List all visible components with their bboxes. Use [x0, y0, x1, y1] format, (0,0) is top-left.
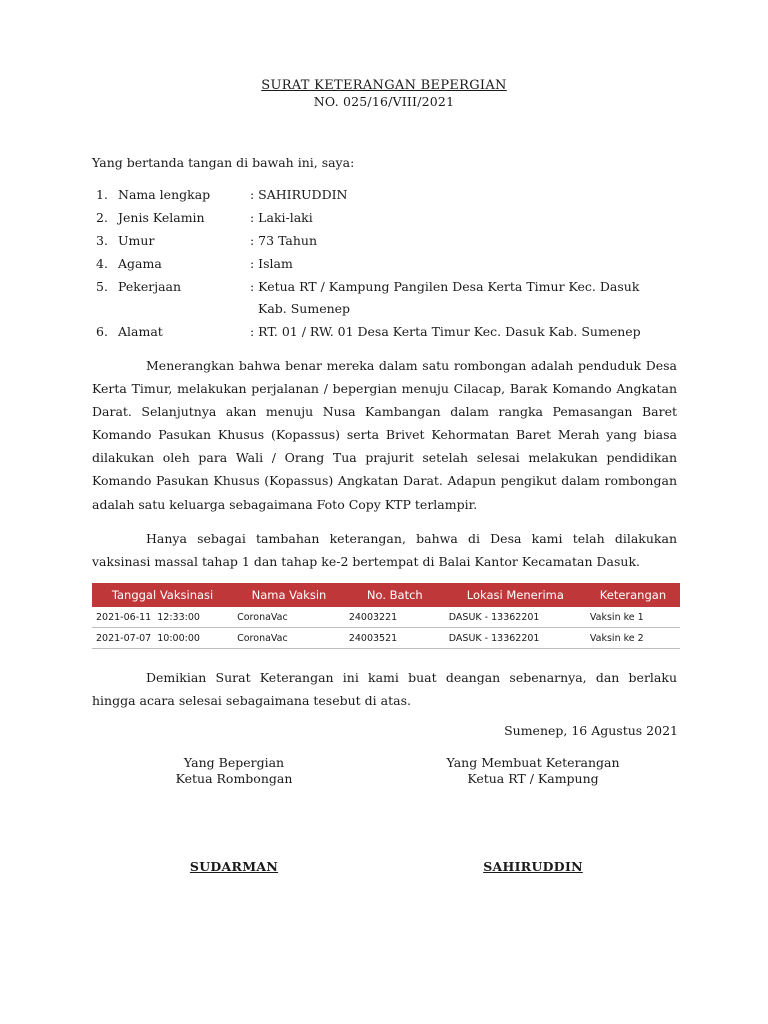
- table-header-row: [92, 583, 680, 607]
- vaccination-table: [92, 583, 680, 649]
- paragraph-vaksinasi: Hanya sebagai tambahan keterangan, bahwa di Desa kami telah dilakukan vaksinasi massal tahap 1 dan tahap ke-2 bertempat di Balai Kantor Kecamatan Dasuk.: [92, 531, 677, 570]
- column-header: Tanggal Vaksinasi: [92, 583, 233, 607]
- field-value: : SAHIRUDDIN: [250, 187, 348, 202]
- signatory-name-left: SUDARMAN: [189, 859, 279, 874]
- field-value: [250, 276, 660, 320]
- field-value-line1: : Ketua RT / Kampung Pangilen Desa Kerta Timur Kec. Dasuk: [250, 279, 640, 294]
- table-cell: 2021-07-07 10:00:00: [92, 628, 233, 649]
- field-pekerjaan: [92, 279, 682, 324]
- field-value: : RT. 01 / RW. 01 Desa Kerta Timur Kec. Dasuk Kab. Sumenep: [250, 324, 641, 339]
- field-label: Nama lengkap: [118, 187, 211, 202]
- table-cell: DASUK - 13362201: [445, 607, 586, 628]
- table-row: [92, 607, 680, 628]
- signatory-name-right: SAHIRUDDIN: [483, 859, 583, 874]
- column-header: Nama Vaksin: [233, 583, 345, 607]
- field-label: Agama: [118, 256, 162, 271]
- field-number: 6.: [96, 324, 108, 339]
- intro-text: Yang bertanda tangan di bawah ini, saya:: [92, 155, 355, 170]
- column-header: No. Batch: [345, 583, 445, 607]
- table-row: [92, 628, 680, 649]
- table-cell: 24003521: [345, 628, 445, 649]
- signature-title: Ketua RT / Kampung: [467, 771, 599, 786]
- table-cell: 24003221: [345, 607, 445, 628]
- table-cell: 2021-06-11 12:33:00: [92, 607, 233, 628]
- signature-role: Yang Membuat Keterangan: [446, 755, 620, 770]
- field-number: 1.: [96, 187, 108, 202]
- field-label: Alamat: [118, 324, 163, 339]
- signature-role: Yang Bepergian: [183, 755, 285, 770]
- table-cell: Vaksin ke 1: [586, 607, 680, 628]
- field-value: : 73 Tahun: [250, 233, 318, 248]
- field-number: 3.: [96, 233, 108, 248]
- paragraph-penutup: Demikian Surat Keterangan ini kami buat deangan sebenarnya, dan berlaku hingga acara selesai sebagaimana tesebut di atas.: [92, 670, 677, 709]
- identity-fields: [92, 187, 682, 347]
- table-cell: CoronaVac: [233, 628, 345, 649]
- document-title: SURAT KETERANGAN BEPERGIAN: [261, 78, 507, 93]
- paragraph-menerangkan: Menerangkan bahwa benar mereka dalam satu rombongan adalah penduduk Desa Kerta Timur, melakukan perjalanan / bepergian menuju Cilacap, Barak Komando Angkatan Darat. Selanjutnya akan menuju Nusa Kambangan dalam rangka Pemasangan Baret Komando Pasukan Khusus (Kopassus) serta Brivet Kehormatan Baret Merah yang biasa dilakukan oleh para Wali / Orang Tua prajurit setelah selesai melakukan pendidikan Komando Pasukan Khusus (Kopassus) Angkatan Darat. Adapun pengikut dalam rombongan adalah satu keluarga sebagaimana Foto Copy KTP terlampir.: [92, 358, 677, 512]
- document-number: NO. 025/16/VIII/2021: [313, 94, 455, 109]
- field-number: 2.: [96, 210, 108, 225]
- table-cell: CoronaVac: [233, 607, 345, 628]
- field-value: : Islam: [250, 256, 293, 271]
- signature-title: Ketua Rombongan: [175, 771, 293, 786]
- field-label: Pekerjaan: [118, 279, 182, 294]
- field-label: Umur: [118, 233, 155, 248]
- table-cell: Vaksin ke 2: [586, 628, 680, 649]
- field-value: : Laki-laki: [250, 210, 313, 225]
- signature-block-right: [418, 755, 648, 787]
- column-header: Lokasi Menerima: [445, 583, 586, 607]
- table-cell: DASUK - 13362201: [445, 628, 586, 649]
- column-header: Keterangan: [586, 583, 680, 607]
- signature-block-left: [134, 755, 334, 787]
- field-label: Jenis Kelamin: [118, 210, 205, 225]
- field-alamat: [92, 324, 682, 347]
- field-number: 4.: [96, 256, 108, 271]
- place-date: Sumenep, 16 Agustus 2021: [504, 723, 678, 738]
- field-number: 5.: [96, 279, 108, 294]
- field-value-line2: Kab. Sumenep: [258, 301, 351, 316]
